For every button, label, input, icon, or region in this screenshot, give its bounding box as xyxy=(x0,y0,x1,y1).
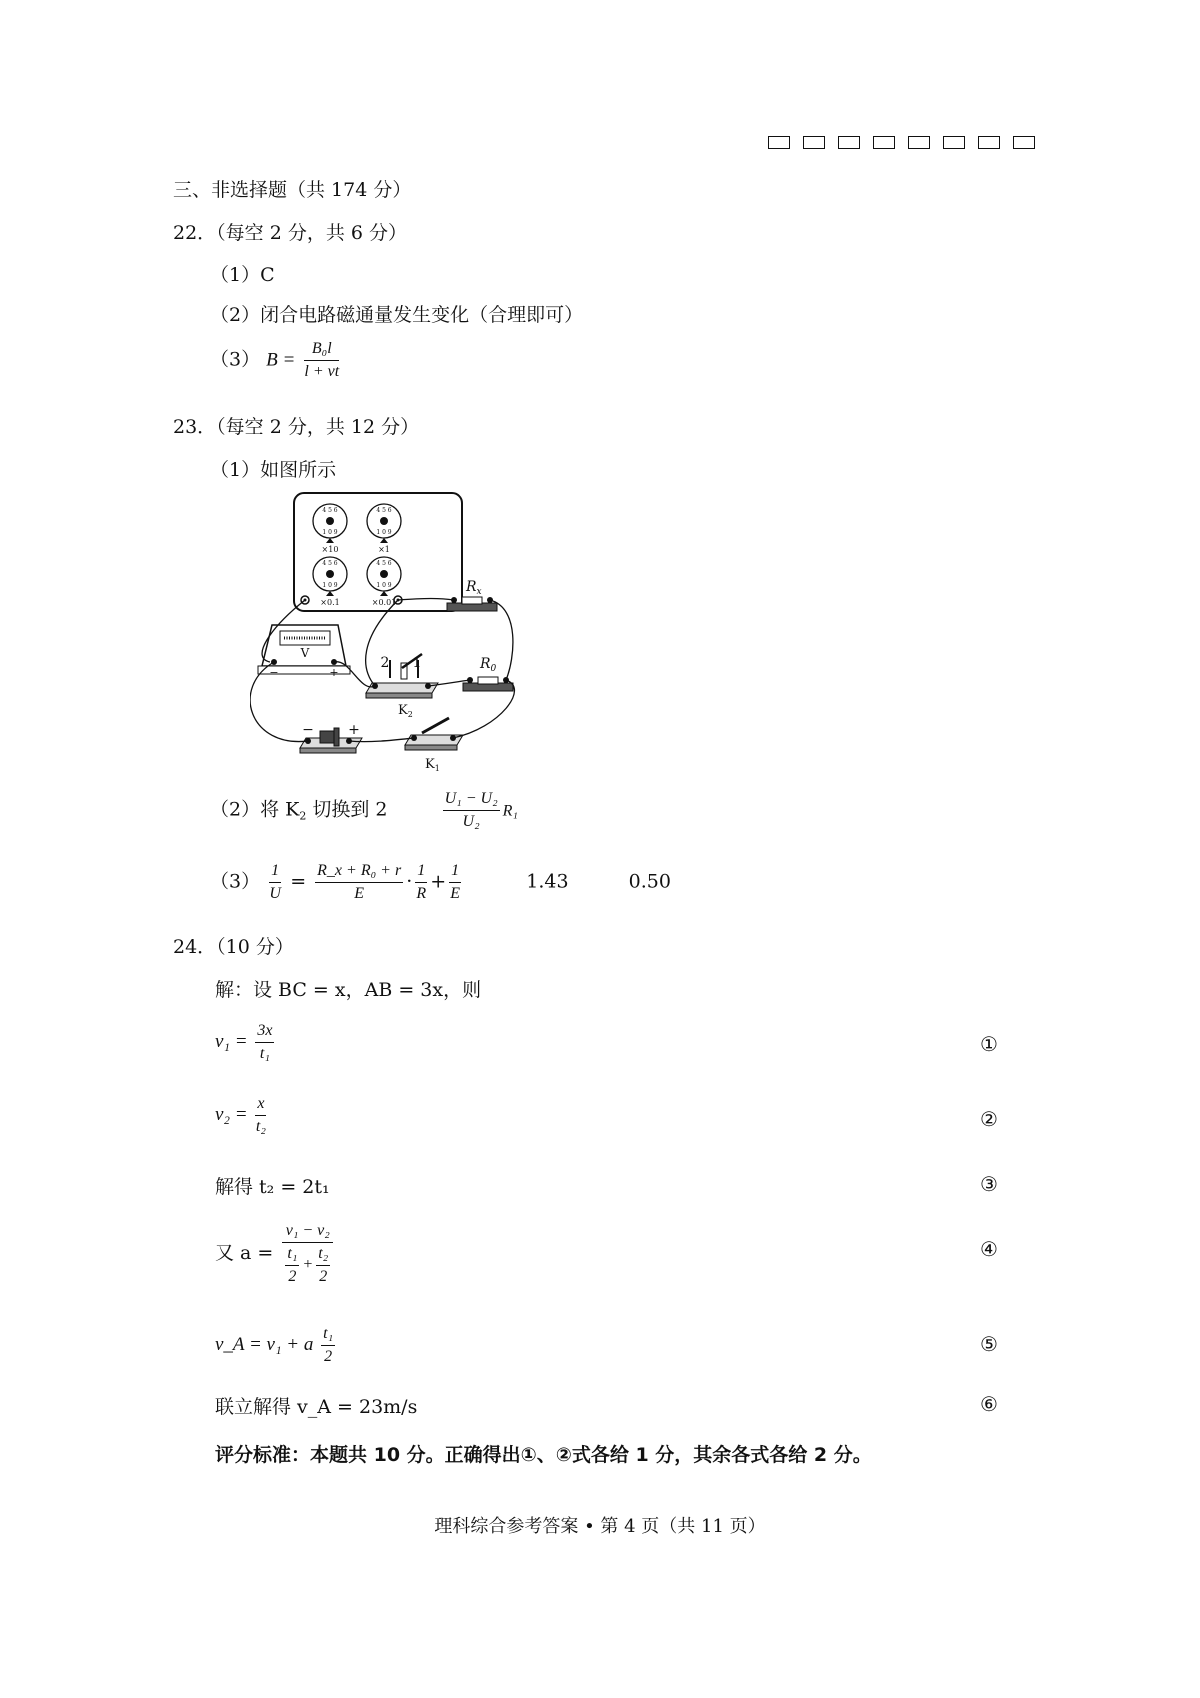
svg-text:1 0 9: 1 0 9 xyxy=(322,582,338,589)
circuit-diagram xyxy=(250,488,550,778)
q23-lhs-num: 1 xyxy=(269,862,281,883)
q22-fraction-numerator: B₀l xyxy=(304,340,339,361)
q23-answer-2-label: （2）将 K xyxy=(210,798,300,821)
q23-answer-3-e xyxy=(449,862,461,903)
q23-value-2: 0.50 xyxy=(628,870,671,893)
eq1-fraction xyxy=(255,1022,274,1063)
q23-r-den: R xyxy=(416,885,427,902)
q23-dot: · xyxy=(406,870,413,893)
dial-label-x0.01: ×0.01 xyxy=(371,598,397,607)
k1-label-sub: 1 xyxy=(434,764,440,773)
k2-pos-1: 1 xyxy=(412,655,422,671)
rx-label-sub: x xyxy=(476,587,482,597)
svg-text:4 5 6: 4 5 6 xyxy=(322,560,338,567)
dial-label-x1: ×1 xyxy=(378,545,390,554)
k1-label-main: K xyxy=(425,757,435,772)
q23-answer-3-label: （3） xyxy=(210,870,261,893)
voltmeter-minus: − xyxy=(269,666,279,679)
equation-mark-4: ④ xyxy=(980,1237,998,1261)
eq5-den: 2 xyxy=(324,1348,333,1365)
q23-mid-den: E xyxy=(354,885,365,902)
k2-label xyxy=(398,703,413,719)
eq5-lhs: v_A = v₁ + a xyxy=(215,1333,314,1355)
q23-header: 23．（每空 2 分，共 12 分） xyxy=(173,416,420,438)
q22-answer-3-lhs: B = xyxy=(266,349,296,371)
r0-label-sub: 0 xyxy=(490,664,497,674)
equation-mark-3: ③ xyxy=(980,1172,998,1196)
q23-eq-sign: = xyxy=(290,870,307,893)
k2-pos-2: 2 xyxy=(380,655,390,671)
voltmeter-label: V xyxy=(300,646,310,660)
q23-e-den: E xyxy=(450,885,461,902)
q23-answer-3-mid xyxy=(315,862,403,903)
eq4-den-b-den: 2 xyxy=(319,1268,328,1285)
switch-k2 xyxy=(366,654,438,698)
q24-equation-2 xyxy=(215,1095,269,1136)
dial-x0.1 xyxy=(313,557,347,591)
eq4-den-a-num: t₁ xyxy=(285,1245,299,1266)
switch-k1 xyxy=(405,718,463,750)
q22-header: 22．（每空 2 分，共 6 分） xyxy=(173,222,408,244)
eq1-num: 3x xyxy=(255,1022,274,1043)
eq4-den-plus: + xyxy=(302,1256,314,1274)
r0-label-main: R xyxy=(480,656,491,672)
q23-answer-2-denominator: U₂ xyxy=(462,813,480,830)
dial-label-x10: ×10 xyxy=(321,545,339,554)
resistor-r0 xyxy=(463,677,513,691)
eq4-den-a xyxy=(285,1245,299,1286)
eq2-den: t₂ xyxy=(255,1118,266,1135)
marker-filled xyxy=(1013,136,1035,149)
r0-label xyxy=(479,656,497,674)
q22-answer-1: （1）C xyxy=(210,264,275,286)
q23-answer-3-lhs xyxy=(269,862,281,903)
dial-x10 xyxy=(313,504,347,538)
q24-scoring: 评分标准：本题共 10 分。正确得出①、②式各给 1 分，其余各式各给 2 分。 xyxy=(215,1444,872,1466)
q24-equation-5 xyxy=(215,1325,338,1366)
q24-intro: 解：设 BC = x，AB = 3x，则 xyxy=(215,979,482,1001)
k1-label xyxy=(425,757,440,773)
eq4-fraction xyxy=(282,1222,333,1286)
svg-text:4 5 6: 4 5 6 xyxy=(376,560,392,567)
q23-answer-2-fraction xyxy=(443,790,500,831)
eq4-den-b-num: t₂ xyxy=(316,1245,330,1266)
eq5-fraction xyxy=(321,1325,335,1366)
dial-x1 xyxy=(367,504,401,538)
eq2-lhs: v₂ = xyxy=(215,1103,248,1125)
eq4-den-a-den: 2 xyxy=(288,1268,297,1285)
rx-label xyxy=(465,579,482,597)
q23-lhs-den: U xyxy=(269,885,281,902)
rx-label-main: R xyxy=(466,579,477,595)
q24-equation-6: 联立解得 v_A = 23m/s xyxy=(215,1396,418,1418)
k2-label-sub: 2 xyxy=(407,710,413,719)
q22-fraction-denominator: l + vt xyxy=(304,363,340,380)
q23-e-num: 1 xyxy=(449,862,461,883)
q23-value-1: 1.43 xyxy=(526,870,569,893)
q22-answer-3 xyxy=(210,340,342,381)
q23-answer-2-text: 切换到 2 xyxy=(306,798,388,821)
q24-equation-3: 解得 t₂ = 2t₁ xyxy=(215,1176,330,1198)
equation-mark-6: ⑥ xyxy=(980,1392,998,1416)
marker-filled xyxy=(768,136,790,149)
q23-answer-2-r1: R₁ xyxy=(502,802,518,820)
q23-answer-2-k-sub: 2 xyxy=(299,809,307,823)
marker-filled xyxy=(838,136,860,149)
q24-equation-1 xyxy=(215,1022,277,1063)
page-footer: 理科综合参考答案 • 第 4 页（共 11 页） xyxy=(434,1516,766,1537)
eq4-den-b xyxy=(316,1245,330,1286)
voltmeter-plus: + xyxy=(329,666,339,679)
k2-label-main: K xyxy=(398,703,408,718)
marker-empty xyxy=(908,136,930,149)
eq4-prefix: 又 a = xyxy=(215,1242,274,1264)
q23-answer-2 xyxy=(210,790,518,831)
q24-header: 24．（10 分） xyxy=(173,936,294,958)
eq4-den xyxy=(282,1243,333,1286)
marker-empty xyxy=(978,136,1000,149)
eq2-fraction xyxy=(255,1095,266,1136)
marker-empty xyxy=(873,136,895,149)
q23-mid-num: R_x + R₀ + r xyxy=(315,862,403,883)
battery-minus: − xyxy=(302,722,314,738)
section-title: 三、非选择题（共 174 分） xyxy=(173,179,412,201)
svg-text:1 0 9: 1 0 9 xyxy=(376,582,392,589)
equation-mark-5: ⑤ xyxy=(980,1332,998,1356)
svg-text:1 0 9: 1 0 9 xyxy=(376,529,392,536)
eq4-num: v₁ − v₂ xyxy=(282,1222,333,1243)
q23-answer-2-numerator: U₁ − U₂ xyxy=(443,790,500,811)
eq1-den: t₁ xyxy=(259,1045,270,1062)
eq2-num: x xyxy=(255,1095,266,1116)
eq5-num: t₁ xyxy=(321,1325,335,1346)
svg-text:4 5 6: 4 5 6 xyxy=(322,507,338,514)
dial-label-x0.1: ×0.1 xyxy=(320,598,340,607)
q23-plus: + xyxy=(430,870,447,893)
eq1-lhs: v₁ = xyxy=(215,1030,248,1052)
q23-answer-3 xyxy=(210,862,671,903)
equation-mark-2: ② xyxy=(980,1107,998,1131)
marker-empty xyxy=(943,136,965,149)
q23-answer-3-r xyxy=(415,862,427,903)
resistor-rx xyxy=(447,597,497,611)
equation-mark-1: ① xyxy=(980,1032,998,1056)
q23-answer-1: （1）如图所示 xyxy=(210,459,337,481)
svg-text:1 0 9: 1 0 9 xyxy=(322,529,338,536)
q22-answer-3-label: （3） xyxy=(210,348,261,371)
dial-x0.01 xyxy=(367,557,401,591)
marker-empty xyxy=(803,136,825,149)
q22-answer-3-fraction xyxy=(304,340,339,381)
svg-text:4 5 6: 4 5 6 xyxy=(376,507,392,514)
q22-answer-2: （2）闭合电路磁通量发生变化（合理即可） xyxy=(210,304,584,326)
q23-r-num: 1 xyxy=(415,862,427,883)
q24-equation-4 xyxy=(215,1222,336,1286)
battery-plus: + xyxy=(348,722,360,738)
